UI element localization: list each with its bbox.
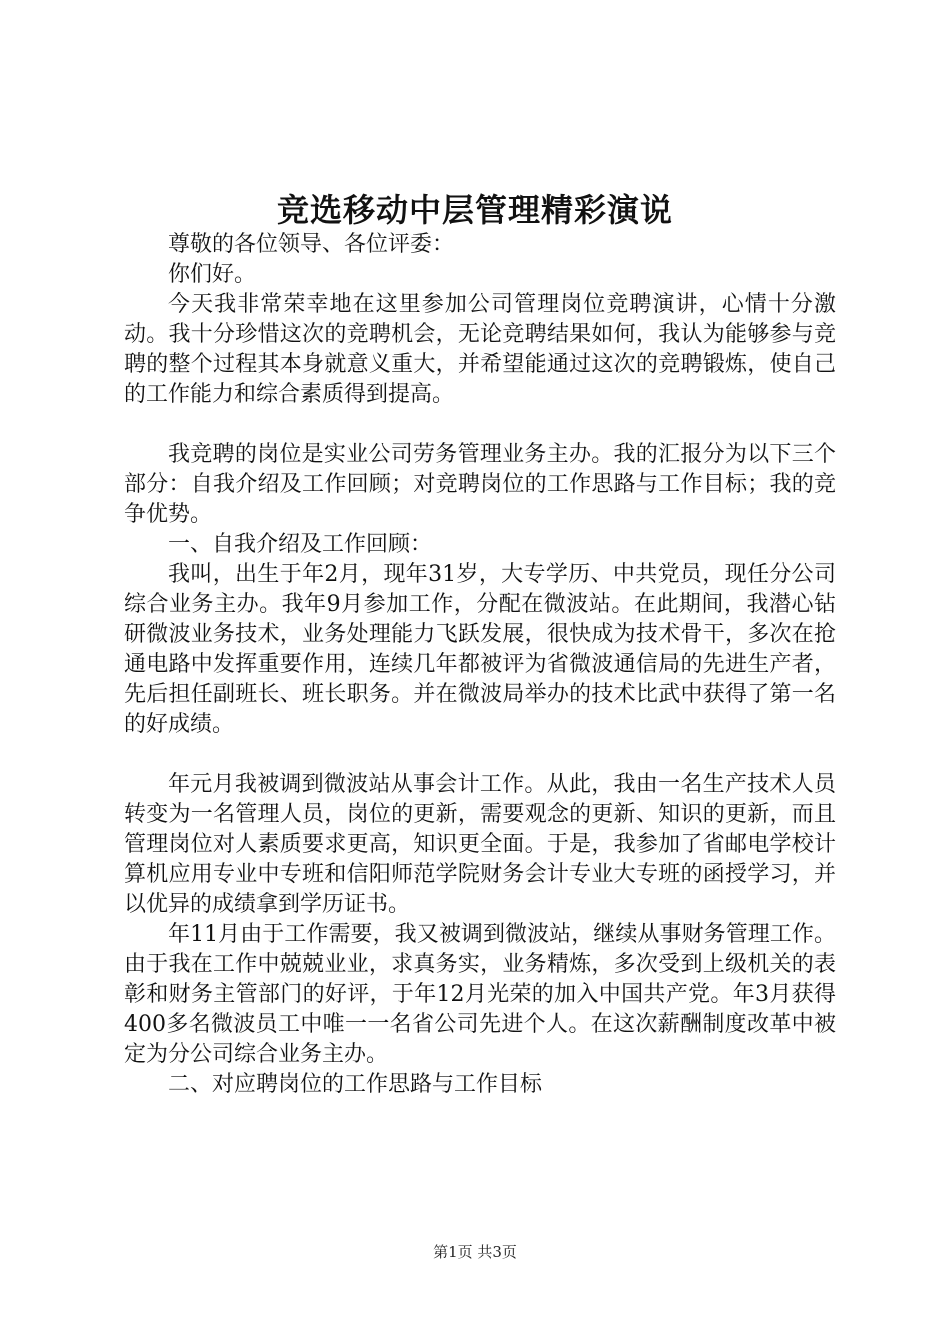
hello-paragraph: 你们好。 bbox=[168, 262, 257, 287]
section-heading-1: 一、自我介绍及工作回顾： bbox=[168, 532, 433, 557]
intro-paragraph: 今天我非常荣幸地在这里参加公司管理岗位竞聘演讲，心情十分激动。我十分珍惜这次的竞聘机会，无论竞聘结果如何，我认为能够参与竞聘的整个过程其本身就意义重大，并希望能通过这次的竞聘锻炼，使自己的工作能力和综合素质得到提高。 bbox=[124, 292, 836, 407]
self-intro-paragraph: 我叫，出生于年2月，现年31岁，大专学历、中共党员，现任分公司综合业务主办。我年9月参加工作，分配在微波站。在此期间，我潜心钻研微波业务技术，业务处理能力飞跃发展，很快成为技术骨干，多次在抢通电路中发挥重要作用，连续几年都被评为省微波通信局的先进生产者，先后担任副班长、班长职务。并在微波局举办的技术比武中获得了第一名的好成绩。 bbox=[124, 562, 836, 737]
accounting-paragraph: 年元月我被调到微波站从事会计工作。从此，我由一名生产技术人员转变为一名管理人员，岗位的更新，需要观念的更新、知识的更新，而且管理岗位对人素质要求更高，知识更全面。于是，我参加了省邮电学校计算机应用专业中专班和信阳师范学院财务会计专业大专班的函授学习，并以优异的成绩拿到学历证书。 bbox=[124, 772, 836, 917]
finance-paragraph: 年11月由于工作需要，我又被调到微波站，继续从事财务管理工作。由于我在工作中兢兢业业，求真务实，业务精炼，多次受到上级机关的表彰和财务主管部门的好评，于年12月光荣的加入中国共产党。年3月获得400多名微波员工中唯一一名省公司先进个人。在这次薪酬制度改革中被定为分公司综合业务主办。 bbox=[124, 922, 836, 1067]
section-heading-2: 二、对应聘岗位的工作思路与工作目标 bbox=[168, 1072, 543, 1097]
document-title: 竞选移动中层管理精彩演说 bbox=[276, 191, 673, 229]
document-body bbox=[124, 230, 836, 1100]
position-paragraph: 我竞聘的岗位是实业公司劳务管理业务主办。我的汇报分为以下三个部分：自我介绍及工作回顾；对竞聘岗位的工作思路与工作目标；我的竞争优势。 bbox=[124, 442, 836, 527]
greeting-paragraph: 尊敬的各位领导、各位评委： bbox=[168, 232, 455, 257]
page-number: 第1页 共3页 bbox=[433, 1243, 517, 1261]
